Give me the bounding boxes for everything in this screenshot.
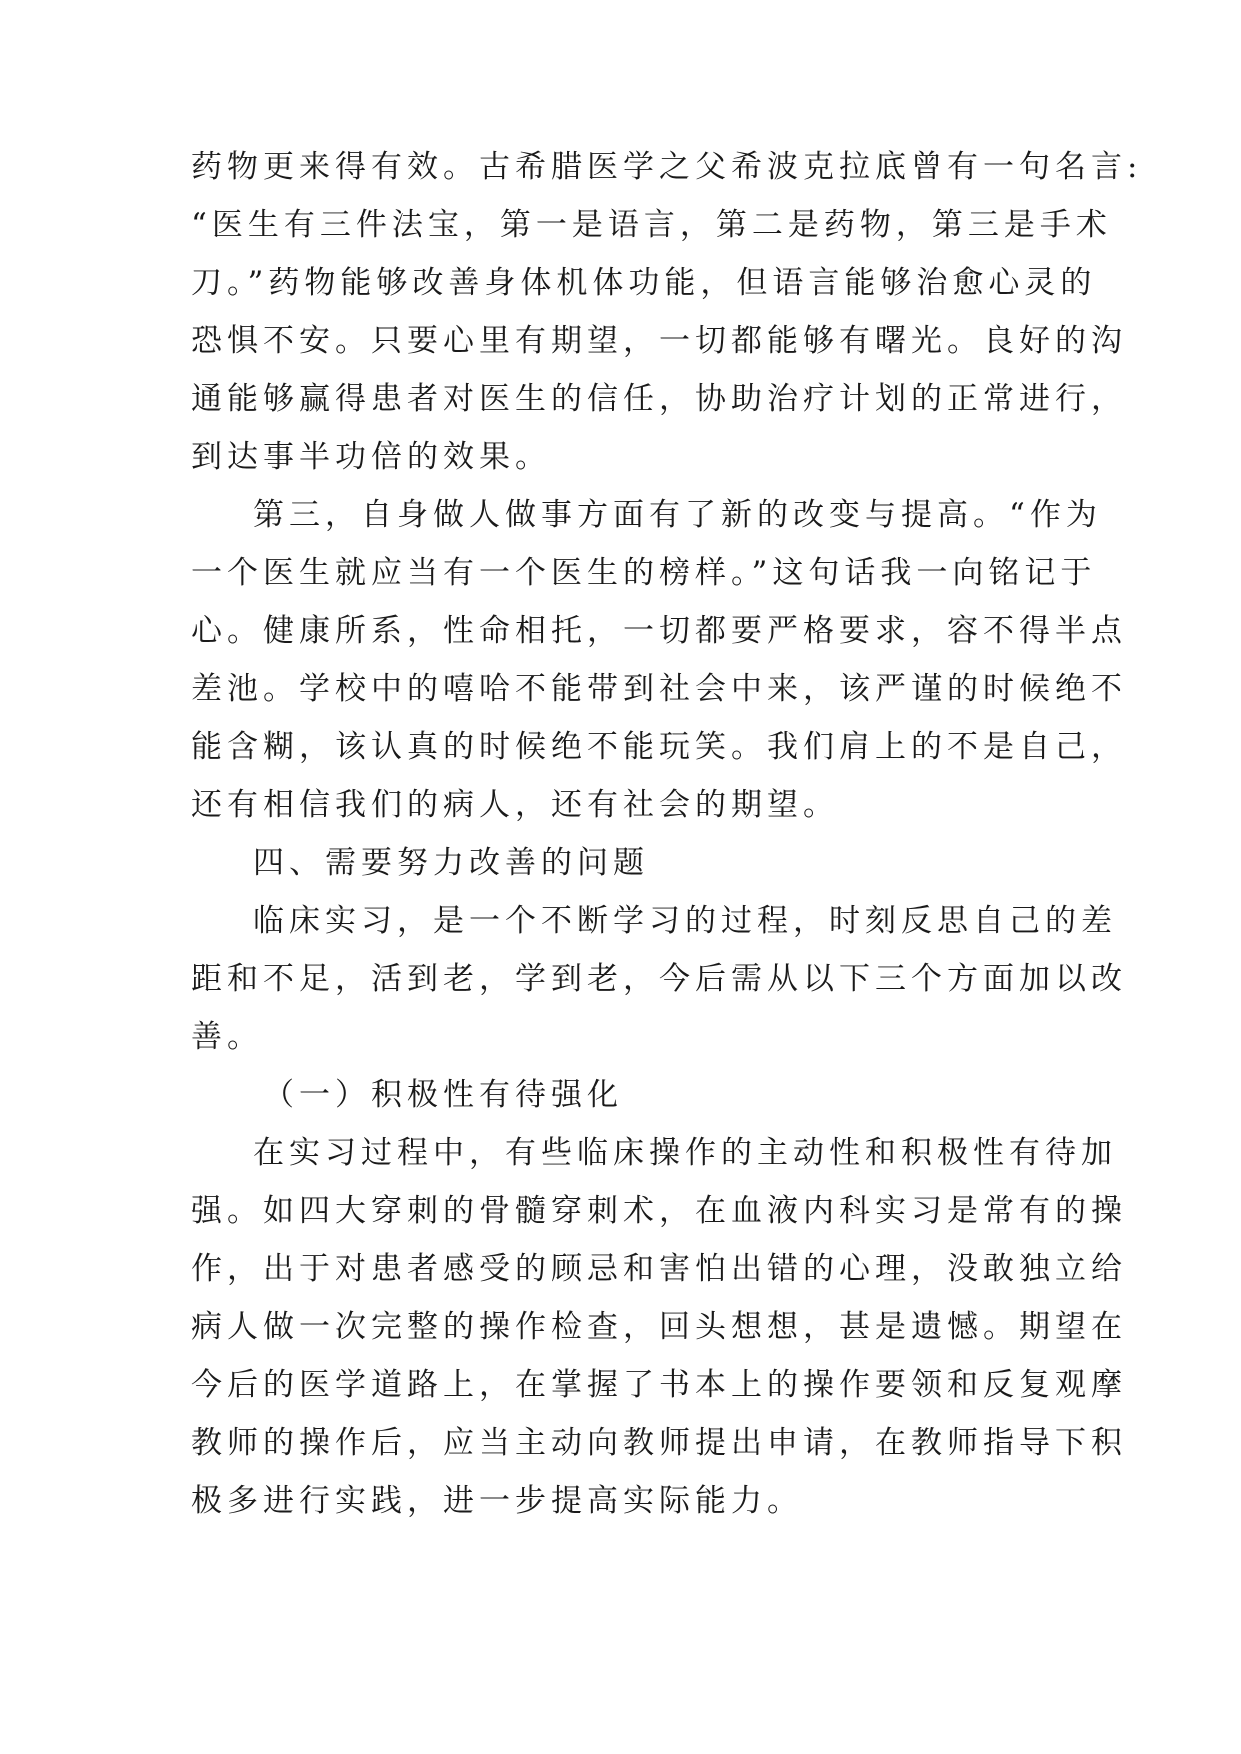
text-line: 今后的医学道路上，在掌握了书本上的操作要领和反复观摩 (191, 1367, 1127, 1403)
subsection-heading (191, 1066, 1071, 1124)
text-line: 在实习过程中，有些临床操作的主动性和积极性有待加 (253, 1135, 1117, 1171)
heading-line: （一）积极性有待强化 (263, 1077, 623, 1113)
text-line: 善。 (191, 1019, 263, 1055)
text-line: 临床实习，是一个不断学习的过程，时刻反思自己的差 (253, 903, 1117, 939)
text-line: 刀。”药物能够改善身体机体功能，但语言能够治愈心灵的 (191, 265, 1097, 301)
text-line: 心。健康所系，性命相托，一切都要严格要求，容不得半点 (191, 613, 1127, 649)
paragraph-communication (191, 138, 1143, 486)
text-line: 药物更来得有效。古希腊医学之父希波克拉底曾有一句名言: (191, 149, 1143, 185)
text-line: 距和不足，活到老，学到老，今后需从以下三个方面加以改 (191, 961, 1127, 997)
paragraph-intro-improvement (191, 892, 1127, 1066)
text-line: 作，出于对患者感受的顾忌和害怕出错的心理，没敢独立给 (191, 1251, 1127, 1287)
section-heading (191, 834, 1071, 892)
paragraph-initiative (191, 1124, 1127, 1530)
text-line: 强。如四大穿刺的骨髓穿刺术，在血液内科实习是常有的操 (191, 1193, 1127, 1229)
text-line: 极多进行实践，进一步提高实际能力。 (191, 1483, 803, 1519)
text-line: 教师的操作后，应当主动向教师提出申请，在教师指导下积 (191, 1425, 1127, 1461)
text-line: 到达事半功倍的效果。 (191, 439, 551, 475)
document-body (191, 138, 1143, 1530)
text-line: 第三，自身做人做事方面有了新的改变与提高。“作为 (253, 497, 1102, 533)
text-line: 通能够赢得患者对医生的信任，协助治疗计划的正常进行， (191, 381, 1127, 417)
text-line: 能含糊，该认真的时候绝不能玩笑。我们肩上的不是自己， (191, 729, 1127, 765)
text-line: 恐惧不安。只要心里有期望，一切都能够有曙光。良好的沟 (191, 323, 1127, 359)
paragraph-third-point (191, 486, 1127, 834)
text-line: “医生有三件法宝，第一是语言，第二是药物，第三是手术 (191, 207, 1112, 243)
heading-line: 四、需要努力改善的问题 (253, 845, 649, 881)
text-line: 差池。学校中的嘻哈不能带到社会中来，该严谨的时候绝不 (191, 671, 1127, 707)
text-line: 还有相信我们的病人，还有社会的期望。 (191, 787, 839, 823)
text-line: 病人做一次完整的操作检查，回头想想，甚是遗憾。期望在 (191, 1309, 1127, 1345)
text-line: 一个医生就应当有一个医生的榜样。”这句话我一向铭记于 (191, 555, 1097, 591)
